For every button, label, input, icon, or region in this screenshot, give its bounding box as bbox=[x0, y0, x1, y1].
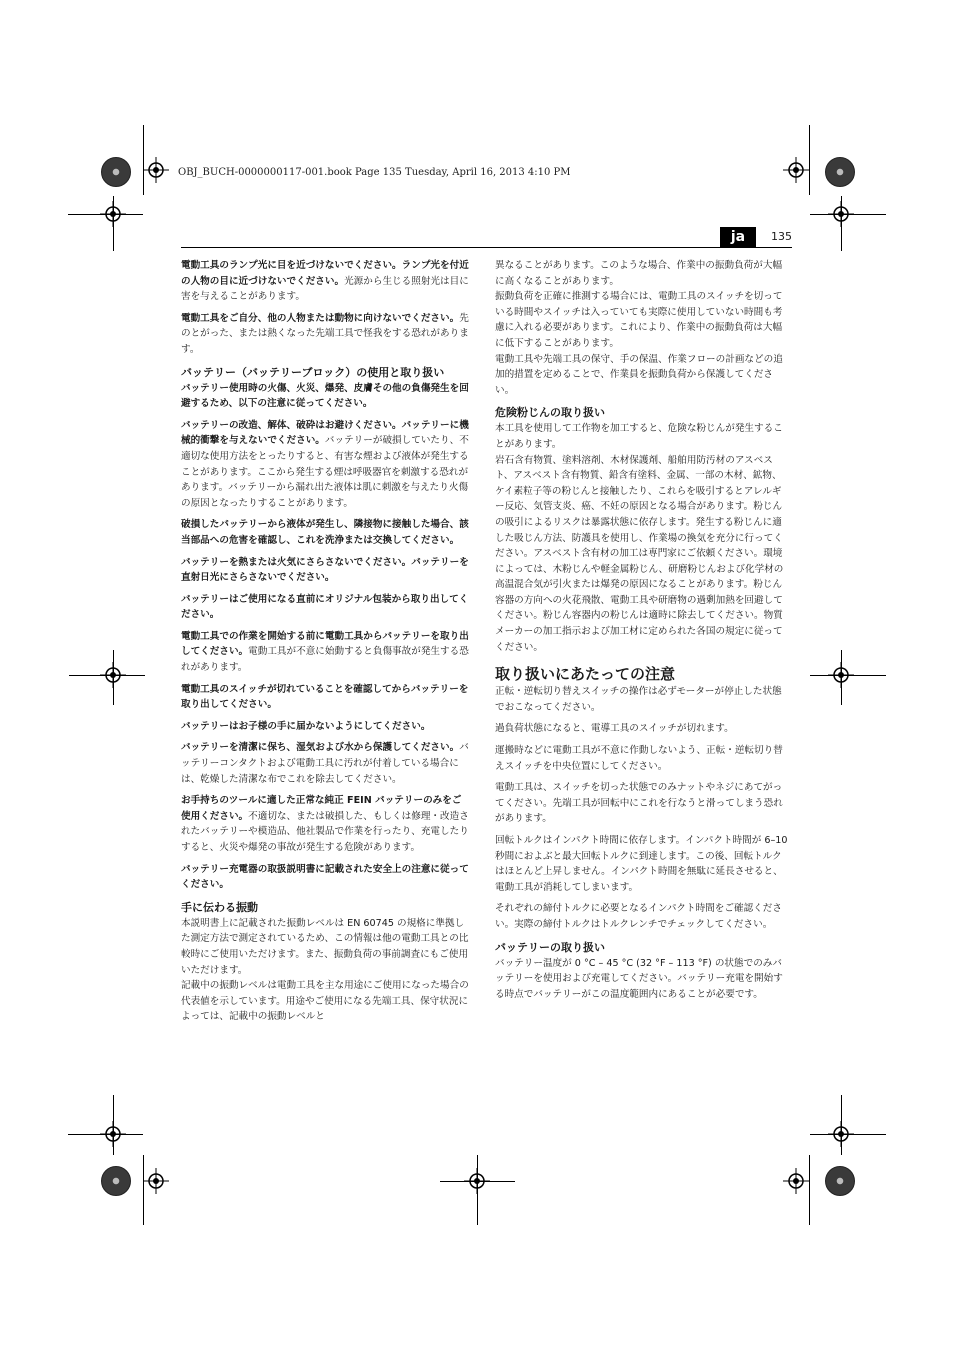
body-text: 電動工具が不意に始動すると負傷事故が発生する恐れがあります。 bbox=[181, 646, 469, 674]
section-heading: 手に伝わる振動 bbox=[181, 900, 258, 914]
bold-lead: 電動工具での作業を開始する前に電動工具からバッテリーを取り出してください。 bbox=[181, 630, 469, 658]
section-heading: バッテリーの取り扱い bbox=[495, 940, 605, 954]
paragraph: 振動負荷を正確に推測する場合には、電動工具のスイッチを切っている時間やスイッチは入っていても実際に使用していない時間も考慮に入れる必要があります。これにより、作業中の振動負荷は大幅に低下することがあります。 bbox=[495, 291, 783, 349]
body-text: 先のとがった、または熱くなった先端工具で怪我をする恐れがあります。 bbox=[181, 312, 469, 355]
paragraph: 記載中の振動レベルは電動工具を主な用途にご使用になった場合の代表値を示しています。用途やご使用になる先端工具、保守状況によっては、記載中の振動レベルと bbox=[181, 980, 469, 1023]
registration-target-icon bbox=[100, 662, 126, 688]
body-text: バッテリーコンタクトおよび電動工具に汚れが付着している場合には、乾燥した清潔な布でこれを除去してください。 bbox=[181, 742, 469, 785]
paragraph bbox=[181, 418, 471, 512]
paragraph: 運搬時などに電動工具が不意に作動しないよう、正転・逆転切り替えスイッチを中央位置にしてください。 bbox=[495, 745, 783, 772]
paragraph: バッテリー使用時の火傷、火災、爆発、皮膚その他の負傷発生を回避するため、以下の注意に従ってください。 bbox=[181, 382, 469, 410]
registration-target-icon bbox=[100, 201, 126, 227]
bold-lead: 電動工具のランプ光に目を近づけないでください。ランプ光を付近の人物の目に近づけないでください。 bbox=[181, 260, 469, 287]
language-tab: ja bbox=[720, 227, 756, 247]
registration-target-icon bbox=[783, 157, 809, 183]
paragraph bbox=[181, 629, 471, 676]
bold-lead: お手持ちのツールに適した正常な純正 FEIN バッテリーのみをご使用ください。 bbox=[181, 795, 462, 822]
bold-lead: バッテリーを清潔に保ち、湿気および水から保護してください。 bbox=[181, 742, 460, 754]
paragraph: バッテリーはお子様の手に届かないようにしてください。 bbox=[181, 720, 431, 732]
body-text: バッテリーが破損していたり、不適切な使用方法をとったりすると、有害な煙および液体が発生することがあります。ここから発生する煙は呼吸器官を刺激する恐れがあります。バッテリーから漏れ出た液体は肌に刺激を与えたり火傷の原因となったりすることがあります。 bbox=[181, 435, 469, 509]
registration-rosette-icon bbox=[101, 157, 131, 187]
registration-rosette-icon bbox=[101, 1166, 131, 1196]
registration-target-icon bbox=[783, 1168, 809, 1194]
registration-target-icon bbox=[143, 1168, 169, 1194]
header-rule bbox=[181, 247, 792, 248]
paragraph: 回転トルクはインパクト時間に依存します。インパクト時間が 6–10 秒間におよぶと最大回転トルクに到達します。この後、回転トルクはほとんど上昇しません。インパクト時間を無駄に延長させると、電動工具が消耗してしまいます。 bbox=[495, 835, 788, 893]
body-text: 不適切な、または破損した、もしくは修理・改造されたバッテリーや模造品、他社製品で作業を行ったり、充電したりすると、火災や爆発の事故が発生する危険があります。 bbox=[181, 810, 469, 853]
page-number: 135 bbox=[771, 230, 792, 243]
crop-line bbox=[809, 125, 810, 195]
paragraph: それぞれの締付トルクに必要となるインパクト時間をご確認ください。実際の締付トルクはトルクレンチでチェックしてください。 bbox=[495, 903, 782, 930]
paragraph: バッテリーはご使用になる直前にオリジナル包装から取り出してください。 bbox=[181, 593, 469, 621]
paragraph bbox=[181, 793, 471, 855]
registration-target-icon bbox=[828, 201, 854, 227]
paragraph: 破損したバッテリーから液体が発生し、隣接物に接触した場合、該当部品への危害を確認し、これを洗浄または交換してください。 bbox=[181, 519, 469, 546]
registration-target-icon bbox=[828, 662, 854, 688]
body-text: 光源から生じる照射光は目に害を与えることがあります。 bbox=[181, 275, 469, 303]
paragraph bbox=[181, 258, 471, 305]
bold-lead: 電動工具をご自分、他の人物または動物に向けないでください。 bbox=[181, 312, 460, 324]
book-file-header: OBJ_BUCH-0000000117-001.book Page 135 Tuesday, April 16, 2013 4:10 PM bbox=[178, 167, 571, 178]
section-heading: バッテリー（バッテリーブロック）の使用と取り扱い bbox=[181, 365, 445, 379]
paragraph: 電動工具や先端工具の保守、手の保温、作業フローの計画などの追加的措置を定めることで、作業員を振動負荷から保護してください。 bbox=[495, 353, 783, 396]
paragraph: 異なることがあります。このような場合、作業中の振動負荷が大幅に高くなることがあります。 bbox=[495, 260, 783, 287]
registration-target-icon bbox=[100, 1121, 126, 1147]
paragraph: 電動工具は、スイッチを切った状態でのみナットやネジにあてがってください。先端工具が回転中にこれを行なうと滑ってしまう恐れがあります。 bbox=[495, 782, 783, 825]
main-heading: 取り扱いにあたっての注意 bbox=[495, 665, 676, 684]
paragraph: 正転・逆転切り替えスイッチの操作は必ずモーターが停止した状態でおこなってください。 bbox=[495, 686, 782, 713]
bold-lead: バッテリーの改造、解体、破砕はお避けください。バッテリーに機械的衝撃を与えないでください。 bbox=[181, 419, 469, 447]
paragraph: 電動工具のスイッチが切れていることを確認してからバッテリーを取り出してください。 bbox=[181, 683, 469, 711]
paragraph: 岩石含有物質、塗料溶剤、木材保護剤、船舶用防汚材のアスベスト、アスベスト含有物質、鉛含有塗料、金属、一部の木材、鉱物、ケイ素粒子等の粉じんと接触したり、これらを吸引するとアレルギー反応、気管支炎、癌、不妊の原因となる場合があります。粉じんの吸引によるリスクは暴露状態に依存します。発生する粉じんに適した吸じん方法、防護具を使用し、作業場の換気を充分に行ってください。アスベスト含有材の加工は専門家にご依頼ください。環境によっては、木粉じんや軽金属粉じん、研磨粉じんおよび化学材の高温混合気が引火または爆発の原因になることがあります。粉じん容器の方向への火花飛散、電動工具や研磨物の過剰加熱を回避してください。粉じん容器内の粉じんは適時に除去してください。物質メーカーの加工指示および加工材に定められた各国の規定に従ってください。 bbox=[495, 454, 784, 653]
paragraph: バッテリーを熱または火気にさらさないでください。バッテリーを直射日光にさらさないでください。 bbox=[181, 556, 469, 584]
paragraph: 過負荷状態になると、電導工具のスイッチが切れます。 bbox=[495, 723, 734, 735]
left-column bbox=[181, 258, 471, 1025]
registration-target-icon bbox=[143, 157, 169, 183]
registration-target-icon bbox=[828, 1121, 854, 1147]
registration-rosette-icon bbox=[825, 1166, 855, 1196]
right-column bbox=[495, 258, 788, 1002]
paragraph: バッテリー充電器の取扱説明書に記載された安全上の注意に従ってください。 bbox=[181, 863, 469, 891]
paragraph: 本工具を使用して工作物を加工すると、危険な粉じんが発生することがあります。 bbox=[495, 423, 783, 450]
registration-rosette-icon bbox=[825, 157, 855, 187]
paragraph bbox=[181, 311, 471, 358]
section-heading: 危険粉じんの取り扱い bbox=[495, 406, 605, 420]
crop-line bbox=[809, 1155, 810, 1225]
registration-target-icon bbox=[464, 1168, 490, 1194]
paragraph: バッテリー温度が 0 °C – 45 °C (32 °F – 113 °F) の状態でのみバッテリーを使用および充電してください。バッテリー充電を開始する時点でバッテリーがこの温度範囲内にあることが必要です。 bbox=[495, 957, 783, 1000]
paragraph: 本説明書上に記載された振動レベルは EN 60745 の規格に準拠した測定方法で測定されているため、この情報は他の電動工具との比較時にご使用いただけます。また、振動負荷の事前調査にもご使用いただけます。 bbox=[181, 917, 469, 976]
paragraph bbox=[181, 740, 471, 787]
